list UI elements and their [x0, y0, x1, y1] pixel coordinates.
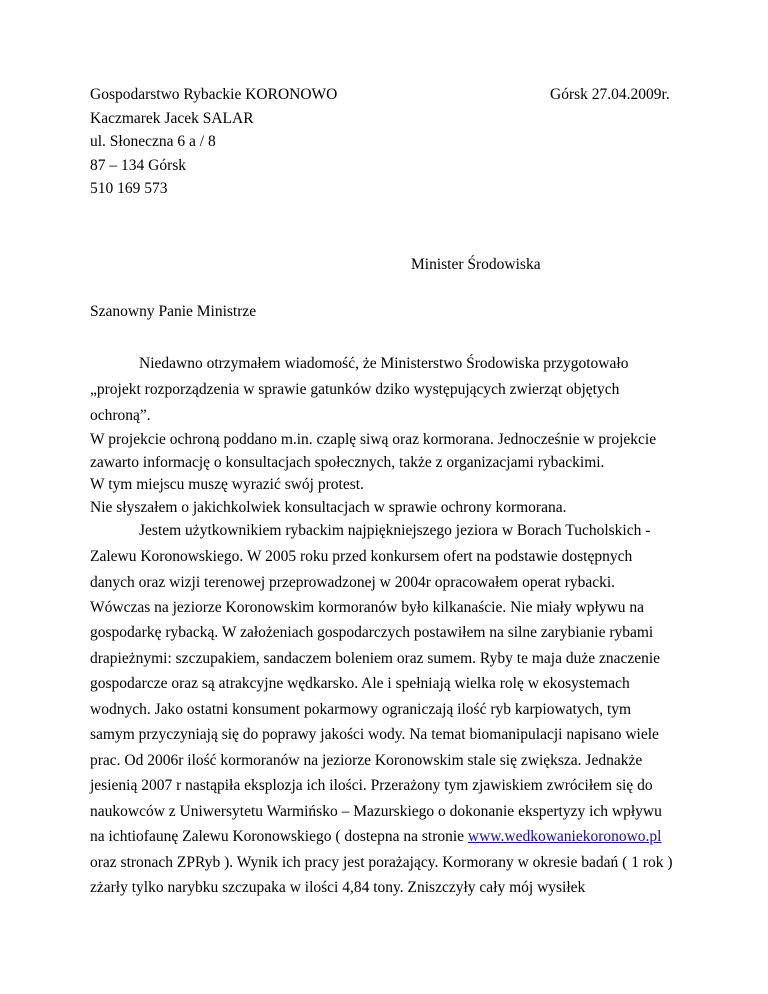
salutation: Szanowny Panie Ministrze: [90, 303, 257, 320]
sender-company: Gospodarstwo Rybackie KORONOWO: [90, 86, 338, 103]
body-line: W tym miejscu muszę wyrazić swój protest.: [90, 476, 364, 493]
sender-owner: Kaczmarek Jacek SALAR: [90, 110, 254, 127]
body-line: ochroną”.: [90, 407, 151, 424]
website-link[interactable]: www.wedkowaniekoronowo.pl: [467, 828, 662, 845]
body-text: na ichtiofaunę Zalewu Koronowskiego ( dostepna na stronie: [90, 828, 468, 845]
body-line: gospodarkę rybacką. W założeniach gospodarczych postawiłem na silne zarybianie rybami: [90, 624, 654, 641]
body-line: drapieżnymi: szczupakiem, sandaczem boleniem oraz sumem. Ryby te maja duże znaczenie: [90, 650, 661, 667]
body-line: zżarły tylko narybku szczupaka w ilości 4,84 tony. Zniszczyły cały mój wysiłek: [90, 879, 586, 896]
body-line: Zalewu Koronowskiego. W 2005 roku przed konkursem ofert na podstawie dostępnych: [90, 548, 633, 565]
body-line: gospodarcze oraz są atrakcyjne wędkarsko. Ale i spełniają wielka rolę w ekosystemach: [90, 675, 630, 692]
body-line: Nie słyszałem o jakichkolwiek konsultacjach w sprawie ochrony kormorana.: [90, 499, 567, 516]
body-line: jesienią 2007 r nastąpiła eksplozja ich ilości. Przerażony tym zjawiskiem zwróciłem się do: [90, 777, 653, 794]
recipient: Minister Środowiska: [411, 256, 541, 273]
body-line-with-link: [90, 828, 662, 846]
body-line: Jestem użytkownikiem rybackim najpiękniejszego jeziora w Borach Tucholskich -: [139, 522, 651, 539]
body-line: wodnych. Jako ostatni konsument pokarmowy ograniczają ilość ryb karpiowatych, tym: [90, 701, 632, 718]
sender-city: 87 – 134 Górsk: [90, 157, 187, 174]
body-line: danych oraz wizji terenowej przeprowadzonej w 2004r opracowałem operat rybacki.: [90, 574, 616, 591]
body-line: „projekt rozporządzenia w sprawie gatunków dziko występujących zwierząt objętych: [90, 381, 620, 398]
body-line: naukowców z Uniwersytetu Warmińsko – Mazurskiego o dokonanie ekspertyzy ich wpływu: [90, 803, 662, 820]
body-line: samym przyczyniają się do poprawy jakości wody. Na temat biomanipulacji napisano wiele: [90, 726, 659, 743]
body-line: zawarto informację o konsultacjach społecznych, także z organizacjami rybackimi.: [90, 454, 605, 471]
letter-date: Górsk 27.04.2009r.: [550, 86, 670, 103]
body-line: W projekcie ochroną poddano m.in. czaplę siwą oraz kormorana. Jednocześnie w projekcie: [90, 431, 657, 448]
body-line: Wówczas na jeziorze Koronowskim kormoranów było kilkanaście. Nie miały wpływu na: [90, 599, 644, 616]
sender-phone: 510 169 573: [90, 180, 168, 197]
sender-street: ul. Słoneczna 6 a / 8: [90, 133, 216, 150]
body-line: prac. Od 2006r ilość kormoranów na jeziorze Koronowskim stale się zwiększa. Jednakże: [90, 752, 643, 769]
body-line: Niedawno otrzymałem wiadomość, że Ministerstwo Środowiska przygotowało: [139, 355, 629, 372]
body-line: oraz stronach ZPRyb ). Wynik ich pracy jest porażający. Kormorany w okresie badań ( 1 rok ): [90, 854, 673, 871]
